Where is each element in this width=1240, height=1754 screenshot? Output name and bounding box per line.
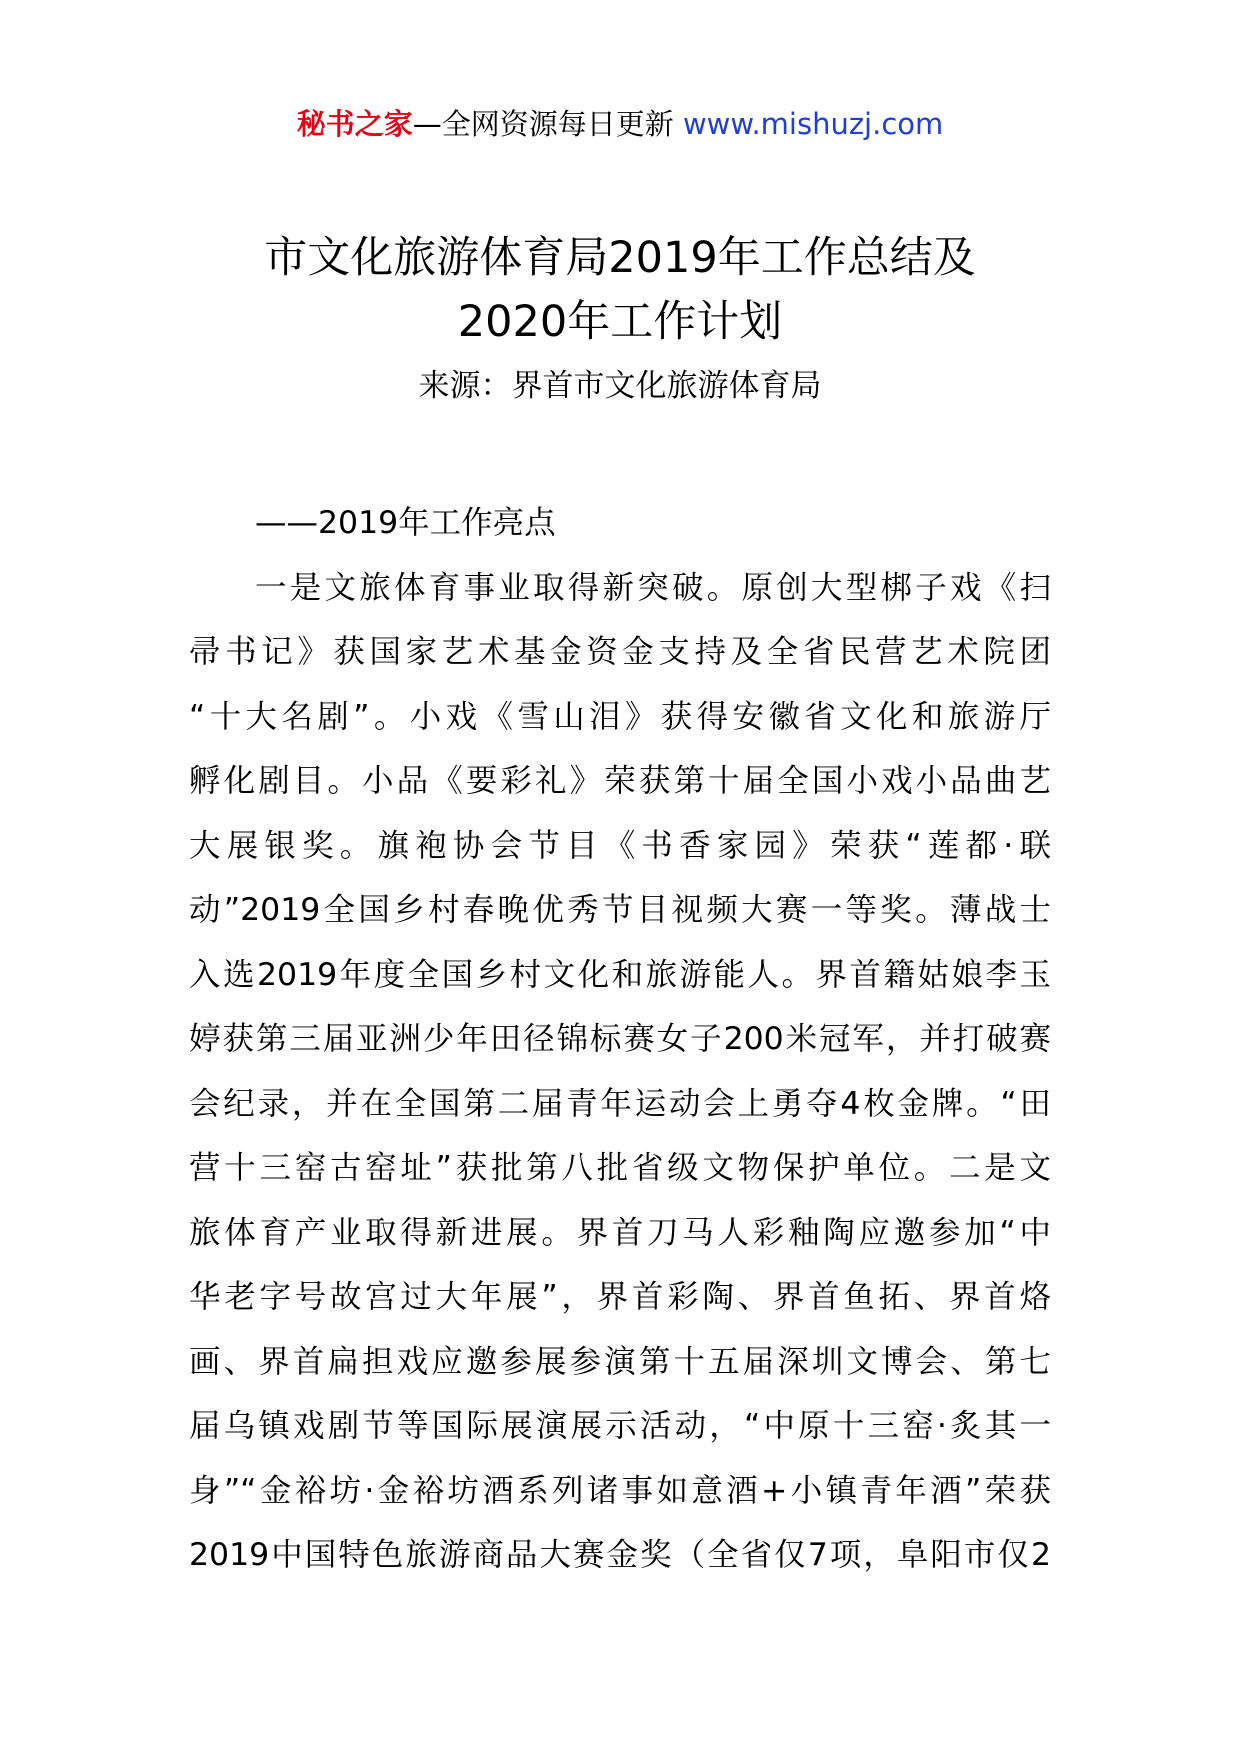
section-heading: ——2019年工作亮点: [255, 505, 556, 541]
paragraph-line: “十大名剧”。小戏《雪山泪》获得安徽省文化和旅游厅: [189, 698, 1051, 735]
document-title: [0, 226, 1240, 354]
title-line-2: 2020年工作计划: [457, 297, 783, 347]
paragraph-line: 营十三窑古窑址”获批第八批省级文物保护单位。二是文: [189, 1150, 1051, 1186]
paragraph-line: 入选2019年度全国乡村文化和旅游能人。界首籍姑娘李玉: [189, 956, 1051, 993]
paragraph-line: 婷获第三届亚洲少年田径锦标赛女子200米冠军，并打破赛: [189, 1021, 1051, 1057]
paragraph-line: 一是文旅体育事业取得新突破。原创大型梆子戏《扫: [255, 569, 1051, 606]
paragraph-line: 大展银奖。旗袍协会节目《书香家园》荣获“莲都·联: [189, 827, 1051, 864]
header-slogan: —全网资源每日更新: [412, 107, 674, 141]
title-line-1: 市文化旅游体育局2019年工作总结及: [264, 233, 976, 283]
brand-name: 秘书之家: [296, 107, 413, 141]
paragraph-line: 旅体育产业取得新进展。界首刀马人彩釉陶应邀参加“中: [189, 1214, 1051, 1251]
paragraph-line: 华老字号故宫过大年展”，界首彩陶、界首鱼拓、界首烙: [189, 1279, 1051, 1315]
paragraph-line: 身”“金裕坊·金裕坊酒系列诸事如意酒+小镇青年酒”荣获: [189, 1472, 1051, 1509]
paragraph-line: 届乌镇戏剧节等国际展演展示活动，“中原十三窑·炙其一: [189, 1408, 1051, 1444]
document-body: [189, 491, 1051, 1588]
paragraph-line: 会纪录，并在全国第二届青年运动会上勇夺4枚金牌。“田: [189, 1085, 1051, 1122]
site-header: [0, 104, 1240, 144]
paragraph-line: 画、界首扁担戏应邀参展参演第十五届深圳文博会、第七: [189, 1343, 1051, 1380]
site-url-link[interactable]: www.mishuzj.com: [682, 107, 944, 141]
paragraph-line: 动”2019全国乡村春晚优秀节目视频大赛一等奖。薄战士: [189, 892, 1051, 928]
paragraph-line: 2019中国特色旅游商品大赛金奖（全省仅7项，阜阳市仅2: [189, 1537, 1051, 1573]
document-source: 来源：界首市文化旅游体育局: [418, 368, 822, 404]
paragraph-line: 帚书记》获国家艺术基金资金支持及全省民营艺术院团: [189, 634, 1051, 670]
paragraph-line: 孵化剧目。小品《要彩礼》荣获第十届全国小戏小品曲艺: [189, 763, 1051, 799]
